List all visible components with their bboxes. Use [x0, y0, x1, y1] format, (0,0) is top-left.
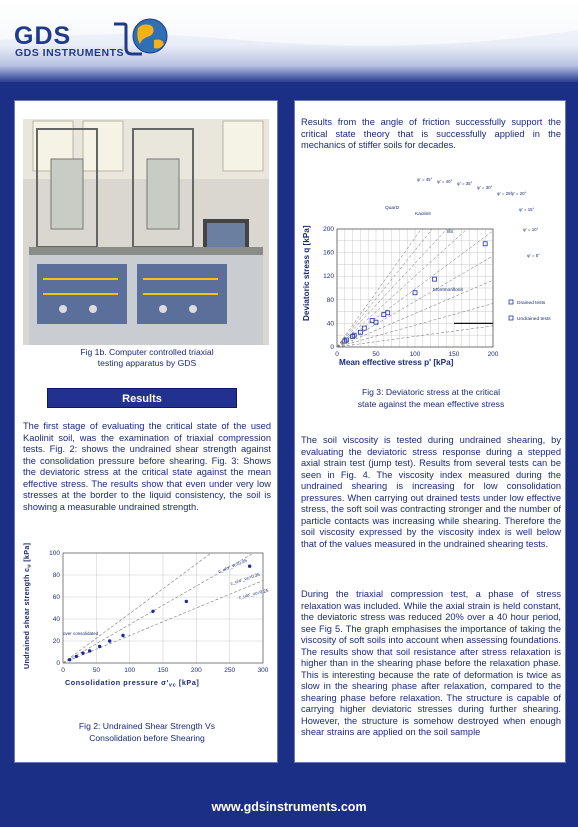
fig2-ytick: 40 [52, 616, 60, 623]
photo-caption-line2: testing apparatus by GDS [97, 358, 197, 368]
fig2-ytick: 60 [52, 594, 60, 601]
fig3-xtick: 50 [372, 351, 380, 358]
fig3-ytick: 120 [323, 273, 334, 281]
fig3-grid [337, 229, 493, 347]
fig2-xtick: 250 [224, 667, 236, 674]
relaxation-paragraph: During the triaxial compression test, a phase of stress relaxation was included. While the axial strain is held constant, the deviatoric stress was reduced 20% over a 40 hour period, see Fig 5. The graph emphasises the importance of taking the viscosity of soft soils into account when assessing foundations. The results show that soil resistance after stress relaxation is higher than in the shearing phase before the relaxation phase. This is interesting because the rate of deformation is twice as slow in the shearing phase after relaxation, compared to the shearing phase before relaxation. The structure is capable of carrying higher deviatoric stresses during further shearing. However, the structure is somehow destroyed when enough shear strains are applied on the soil sample [301, 589, 561, 737]
fig2-ylabel-sub: u [26, 564, 33, 568]
left-column [14, 100, 278, 763]
fig2-line-label-1: c_u/σ'_vc=0.45 [217, 557, 248, 574]
fig3-angle-labels [417, 177, 540, 258]
fig2-data-points [68, 565, 251, 662]
fig3-angle-label: φ' = 35° [457, 181, 473, 186]
fig2-grid [63, 553, 263, 663]
fig3-label-illit: Illit [447, 230, 453, 235]
fig2-point [98, 645, 101, 648]
fig2-line-label-2: c_u/σ'_vc=0.35 [229, 571, 261, 586]
fig2-point [121, 634, 124, 637]
fig3-xtick: 200 [487, 351, 499, 358]
svg-text:Consolidation pressure σ'vc [k [65, 678, 199, 689]
fig3-xtick: 150 [448, 351, 460, 358]
logo[interactable]: GDS [14, 22, 72, 50]
header-swoosh [0, 0, 578, 82]
fig3-xlabel: Mean effective stress p' [kPa] [339, 358, 454, 367]
fig2-line-label-3: c_u/σ'_vc=0.25 [238, 587, 269, 600]
fig3-angle-label: φ' = 20° [511, 191, 527, 196]
fig2-point [248, 565, 251, 568]
fig2-ytick: 80 [52, 572, 60, 579]
legend-drained-label: Drained tests [517, 301, 546, 306]
fig2-xtick: 150 [157, 667, 169, 674]
fig2-ylabel: Undrained shear strength c [22, 567, 31, 669]
fig3-label-montmorillonit: Montmorillonit [433, 288, 463, 293]
fig2-xtick: 100 [124, 667, 136, 674]
fig2-ylabel-unit: [kPa] [22, 542, 31, 565]
fig3-undrained-point [386, 311, 390, 315]
fig3-xtick: 100 [409, 351, 421, 358]
fig3-angle-label: φ' = 40° [437, 179, 453, 184]
fig3-xtick: 0 [335, 351, 339, 358]
right-column [294, 100, 566, 763]
photo-caption-line1: Fig 1b. Computer controlled triaxial [80, 347, 214, 357]
fig2-xlabel-unit: [kPa] [176, 678, 200, 687]
fig2-point [68, 658, 71, 661]
results-paragraph: The first stage of evaluating the critical state of the used Kaolinit soil, was the examination of triaxial compression tests. Fig. 2: shows the undrained shear strength against the consolidation pressure before shearing. Fig. 3: Shows the deviatoric stress at the critical state against the mean effective stress. The results show that even under very low stresses at the border to the liquid consistency, the soil is showing a measurable undrained strength. [23, 421, 271, 512]
fig2-point [75, 655, 78, 658]
fig2-point [81, 651, 84, 654]
fig3-label-kaolinit: Kaolinit [415, 212, 431, 217]
fig3-drained-point [433, 277, 437, 281]
globe-icon [112, 14, 172, 60]
fig3-angle-label: φ' = 30° [477, 185, 493, 190]
fig3-ytick: 160 [323, 249, 334, 257]
intro-paragraph: Results from the angle of friction successfully support the critical state theory that is successfully applied in the mechanics of stiffer soils for decades. [301, 117, 561, 150]
fig2-point [108, 639, 111, 642]
fig3-ylabel: Deviatoric stress q [kPa] [302, 225, 311, 321]
fig3-angle-label: φ' = 10° [523, 227, 539, 232]
fig3-label-quartz: Quartz [385, 206, 400, 211]
fig3-caption-line1: Fig 3: Deviatoric stress at the critical [361, 387, 501, 397]
fig2-ratio-line [63, 553, 211, 663]
fig3-angle-label: φ' = 5° [527, 253, 540, 258]
fig2-xtick: 50 [92, 667, 100, 674]
logo-subtitle: GDS INSTRUMENTS [15, 47, 125, 59]
legend-undrained-label: Undrained tests [517, 317, 551, 322]
fig2-xlabel-sub: vc [168, 682, 177, 689]
fig3-legend [509, 300, 551, 322]
fig2-annotation: over consolidated [63, 631, 99, 636]
svg-text:Undrained shear strength cu [k [22, 543, 33, 669]
fig3-ytick: 200 [323, 226, 334, 233]
legend-undrained-marker [509, 316, 513, 320]
fig2-ytick: 20 [52, 638, 60, 645]
fig2-chart [19, 541, 275, 701]
footer-url[interactable]: www.gdsinstruments.com [211, 800, 367, 814]
fig2-ytick: 100 [49, 550, 60, 557]
fig2-ytick: 0 [56, 660, 60, 667]
fig3-ytick: 80 [326, 296, 334, 304]
fig3-ytick: 0 [330, 344, 334, 351]
fig2-caption-line1: Fig 2: Undrained Shear Strength Vs [78, 721, 216, 731]
fig3-angle-label: φ' = 45° [417, 177, 433, 182]
fig3-chart [297, 169, 567, 379]
fig2-xlabel: Consolidation pressure σ' [65, 678, 169, 687]
header [0, 0, 578, 82]
fig2-point [185, 600, 188, 603]
apparatus-photo [23, 119, 269, 345]
fig3-angle-label: φ' = 25° [497, 191, 513, 196]
viscosity-paragraph: The soil viscosity is tested during undrained shearing, by evaluating the deviatoric stress response during a stepped axial strain test (jump test). Results from several tests can be seen in Fig. 4. The viscosity index measured during the undrained shearing is increasing for low consolidation pressures. When carrying out drained tests under low effective stress, the soft soil was contracting stronger and the number of particle contacts was increasing while shearing. Therefore the soil viscosity expressed by the viscosity index is well below that of the values measured in the undrained shearing tests. [301, 435, 561, 549]
fig3-ytick: 40 [326, 320, 334, 328]
fig3-angle-label: φ' = 15° [519, 207, 535, 212]
fig2-point [88, 649, 91, 652]
fig2-caption-line2: Consolidation before Shearing [89, 733, 205, 743]
fig3-undrained-point [362, 326, 366, 330]
results-heading: Results [47, 388, 237, 408]
fig3-caption-line2: state against the mean effective stress [357, 399, 505, 409]
legend-drained-marker [509, 300, 513, 304]
fig2-xtick: 300 [257, 667, 269, 674]
fig2-point [151, 610, 154, 613]
fig2-xtick: 200 [190, 667, 202, 674]
fig2-xtick: 0 [61, 667, 65, 674]
